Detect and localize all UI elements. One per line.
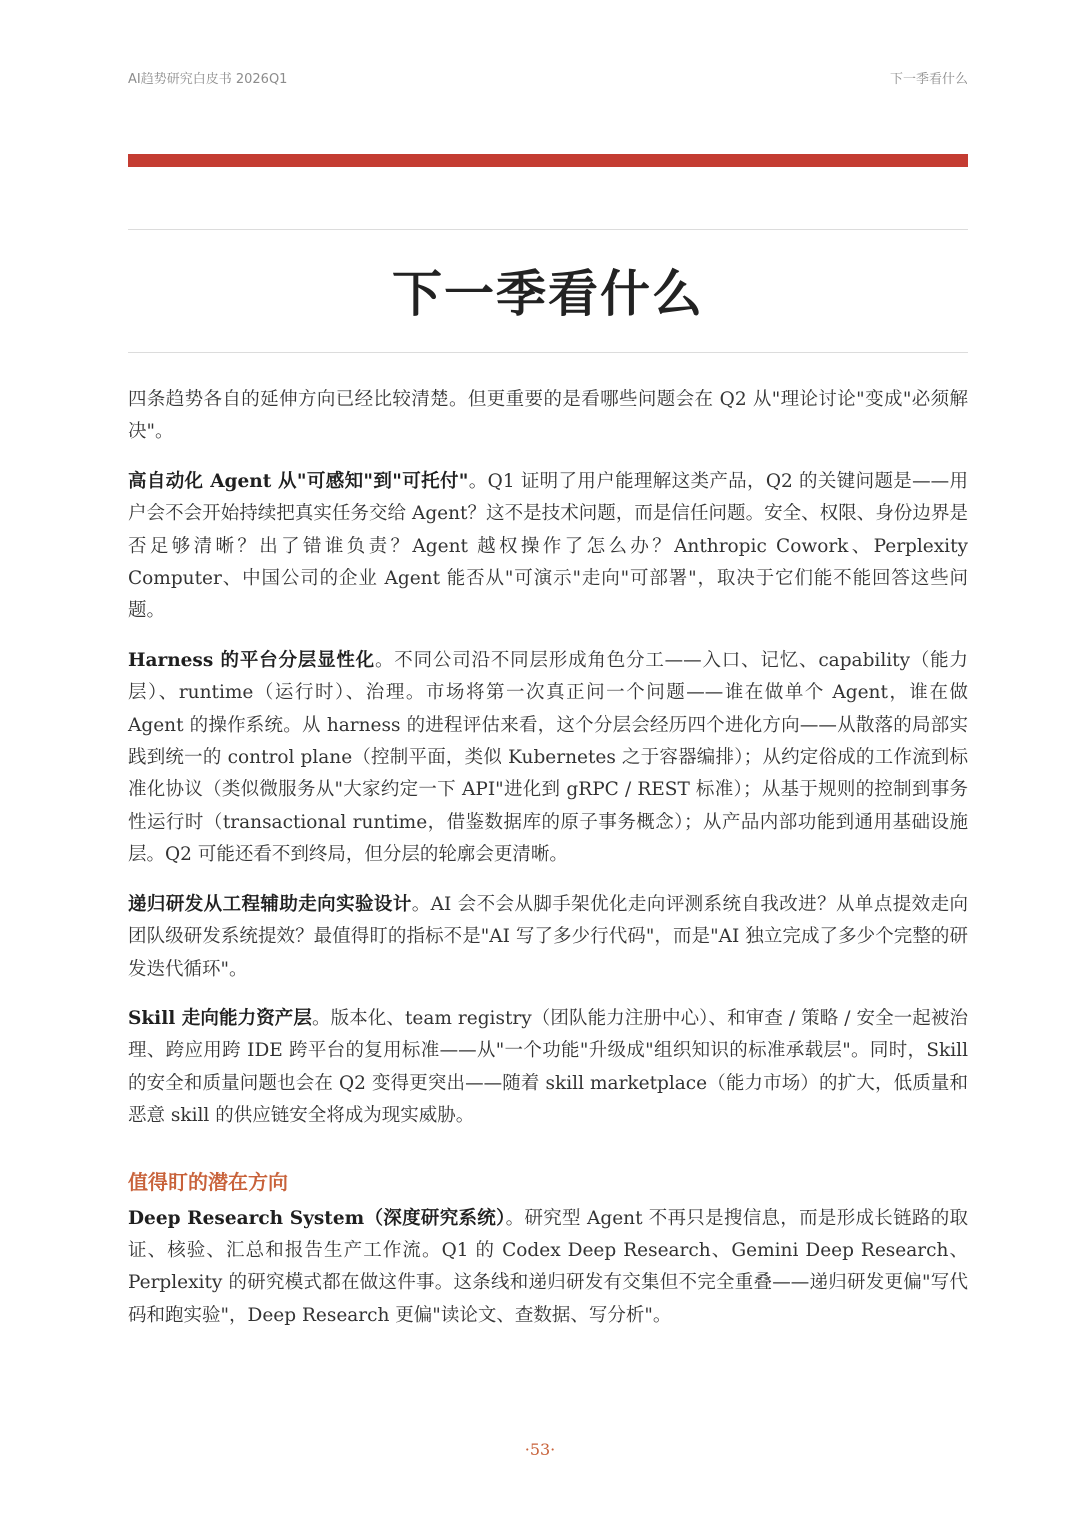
potential-text: 。研究型 Agent 不再只是搜信息，而是形成长链路的取证、核验、汇总和报告生产工作流。Q1 的 Codex Deep Research、Gemini Deep Research、Perplexity 的研究模式都在做这件事。这条线和递归研发有交集但不完全重叠——递归研发更偏"写代码和跑实验"，Deep Research 更偏"读论文、查数据、写分析"。 [128, 1207, 968, 1326]
potential-paragraph-deep-research [128, 1203, 968, 1333]
trend-text: 。Q1 证明了用户能理解这类产品，Q2 的关键问题是——用户会不会开始持续把真实任务交给 Agent？这不是技术问题，而是信任问题。安全、权限、身份边界是否足够清晰？出了错谁负责？Agent 越权操作了怎么办？Anthropic Cowork、Perplexity Computer、中国公司的企业 Agent 能否从"可演示"走向"可部署"，取决于它们能不能回答这些问题。 [128, 470, 968, 622]
article-body [128, 384, 968, 1349]
page-number: ·53· [524, 1440, 556, 1459]
potential-directions-heading: 值得盯的潜在方向 [128, 1169, 288, 1194]
running-header [128, 68, 968, 87]
trend-text: 。AI 会不会从脚手架优化走向评测系统自我改进？从单点提效走向团队级研发系统提效？最值得盯的指标不是"AI 写了多少行代码"，而是"AI 独立完成了多少个完整的研发迭代循环"。 [128, 893, 968, 980]
accent-bar [128, 154, 968, 167]
potential-lead: Deep Research System（深度研究系统） [128, 1207, 506, 1229]
page-title: 下一季看什么 [392, 264, 704, 323]
trend-paragraph-recursive [128, 889, 968, 986]
header-right-title: 下一季看什么 [889, 72, 968, 87]
trend-paragraph-harness [128, 645, 968, 872]
header-left-title: AI趋势研究白皮书 2026Q1 [128, 72, 288, 87]
trend-lead: 高自动化 Agent 从"可感知"到"可托付" [128, 470, 469, 492]
title-rule-top [128, 229, 968, 230]
trend-lead: Harness 的平台分层显性化 [128, 649, 375, 671]
trend-text: 。不同公司沿不同层形成角色分工——入口、记忆、capability（能力层）、runtime（运行时）、治理。市场将第一次真正问一个问题——谁在做单个 Agent，谁在做 Agent 的操作系统。从 harness 的进程评估来看，这个分层会经历四个进化方向——从散落的局部实践到统一的 control plane（控制平面，类似 Kubernetes 之于容器编排）；从约定俗成的工作流到标准化协议（类似微服务从"大家约定一下 API"进化到 gRPC / REST 标准）；从基于规则的控制到事务性运行时（transactional runtime，借鉴数据库的原子事务概念）；从产品内部功能到通用基础设施层。Q2 可能还看不到终局，但分层的轮廓会更清晰。 [128, 649, 968, 866]
trend-text: 。版本化、team registry（团队能力注册中心）、和审查 / 策略 / 安全一起被治理、跨应用跨 IDE 跨平台的复用标准——从"一个功能"升级成"组织知识的标准承载层"。同时，Skill 的安全和质量问题也会在 Q2 变得更突出——随着 skill marketplace（能力市场）的扩大，低质量和恶意 skill 的供应链安全将成为现实威胁。 [128, 1007, 969, 1127]
trend-lead: Skill 走向能力资产层 [128, 1007, 312, 1029]
title-rule-bottom [128, 352, 968, 353]
trend-paragraph-skill [128, 1003, 968, 1133]
trend-paragraph-agent [128, 466, 968, 628]
intro-paragraph: 四条趋势各自的延伸方向已经比较清楚。但更重要的是看哪些问题会在 Q2 从"理论讨论"变成"必须解决"。 [128, 389, 968, 443]
trend-lead: 递归研发从工程辅助走向实验设计 [128, 893, 412, 915]
